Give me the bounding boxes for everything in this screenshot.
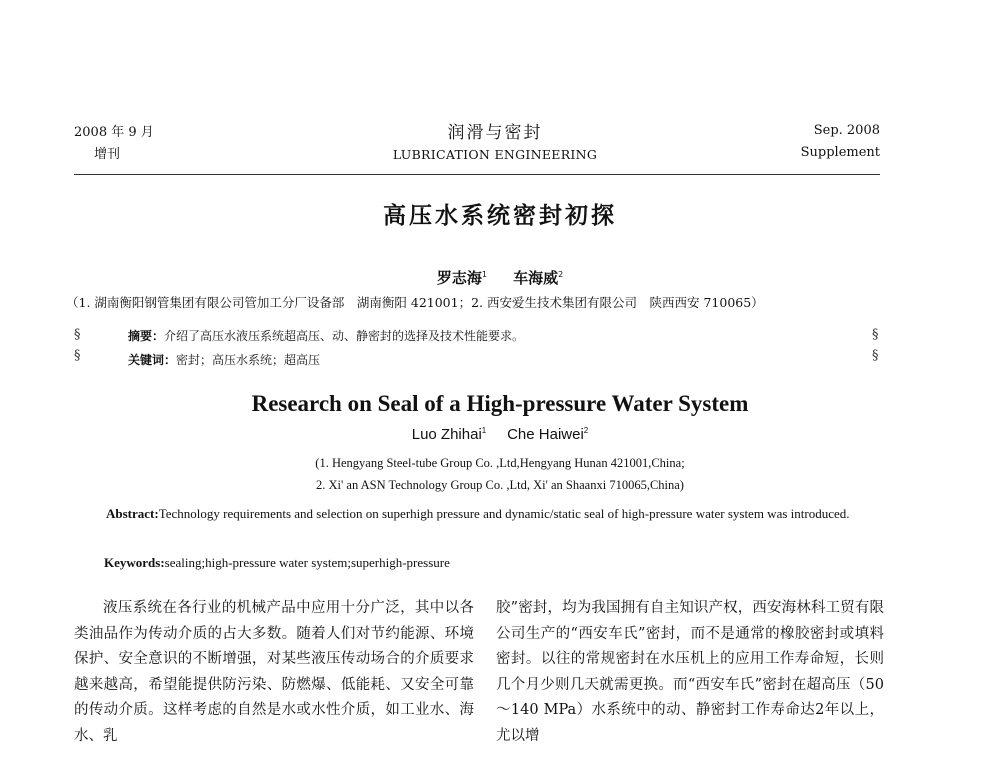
- author-2-cn: 车海威: [513, 269, 559, 287]
- author-1-en-sup: 1: [481, 426, 487, 435]
- author-1-en: Luo Zhihai: [411, 426, 482, 443]
- journal-name-cn: 润滑与密封: [447, 123, 543, 143]
- author-2-en: Che Haiwei: [507, 426, 584, 443]
- header-date-en: Sep. 2008: [813, 123, 880, 138]
- header-right: [801, 120, 880, 164]
- authors-en: [0, 426, 1000, 443]
- header-left: [74, 122, 154, 166]
- abstract-en: [74, 501, 884, 526]
- brace-icon: §: [74, 327, 81, 342]
- keywords-en-text: sealing;high-pressure water system;superhigh-pressure: [164, 555, 450, 570]
- author-2-en-sup: 2: [583, 426, 589, 435]
- body-paragraph: 胶”密封，均为我国拥有自主知识产权，西安海林科工贸有限公司生产的“西安车氏”密封，而不是通常的橡胶密封或填料密封。以往的常规密封在水压机上的应用工作寿命短，长则几个月少则几天就需更换。而“西安车氏”密封在超高压（50～140 MPa）水系统中的动、静密封工作寿命达2年以上，尤以增: [496, 600, 884, 744]
- brace-icon: §: [74, 348, 81, 363]
- header-issue-en: Supplement: [800, 145, 880, 160]
- abstract-cn-text: 介绍了高压水液压系统超高压、动、静密封的选择及技术性能要求。: [164, 329, 525, 343]
- affiliation-cn: （1. 湖南衡阳钢管集团有限公司管加工分厂设备部 湖南衡阳 421001；2. 西安爱生技术集团有限公司 陕西西安 710065）: [66, 295, 764, 310]
- journal-name: [330, 118, 660, 162]
- header-issue: 增刊: [94, 147, 121, 162]
- keywords-cn-text: 密封；高压水系统；超高压: [176, 353, 321, 367]
- brace-icon: §: [872, 348, 879, 363]
- journal-name-en: LUBRICATION ENGINEERING: [392, 147, 598, 162]
- header-rule: [74, 174, 880, 175]
- authors-cn: [0, 267, 1000, 288]
- abstract-en-label: Abstract:: [106, 506, 159, 521]
- body-column-left: [74, 596, 474, 749]
- author-1-sup: 1: [481, 270, 487, 279]
- abstract-en-text: Technology requirements and selection on superhigh pressure and dynamic/static seal of high-pressure water system was introduced.: [158, 506, 850, 521]
- paper-title-cn: 高压水系统密封初探: [383, 203, 617, 229]
- keywords-en: [104, 555, 450, 571]
- abstract-cn: [128, 327, 524, 344]
- brace-icon: §: [872, 327, 879, 342]
- keywords-cn-label: 关键词：: [128, 353, 177, 367]
- affiliation-en-2: 2. Xi' an ASN Technology Group Co. ,Ltd, Xi' an Shaanxi 710065,China): [316, 478, 684, 492]
- abstract-cn-label: 摘要：: [128, 329, 165, 343]
- author-1-cn: 罗志海: [436, 269, 482, 287]
- body-paragraph: 液压系统在各行业的机械产品中应用十分广泛，其中以各类油品作为传动介质的占大多数。随着人们对节约能源、环境保护、安全意识的不断增强，对某些液压传动场合的介质要求越来越高，希望能提供防污染、防燃爆、低能耗、又安全可靠的传动介质。这样考虑的自然是水或水性介质，如工业水、海水、乳: [74, 600, 474, 744]
- keywords-cn: [128, 351, 320, 368]
- author-2-sup: 2: [558, 270, 564, 279]
- affiliation-en-1: (1. Hengyang Steel-tube Group Co. ,Ltd,Hengyang Hunan 421001,China;: [315, 456, 685, 470]
- keywords-en-label: Keywords:: [104, 555, 165, 570]
- paper-title-en: Research on Seal of a High-pressure Water System: [251, 391, 749, 416]
- header-date: 2008 年 9 月: [74, 125, 154, 140]
- body-column-right: [496, 596, 884, 749]
